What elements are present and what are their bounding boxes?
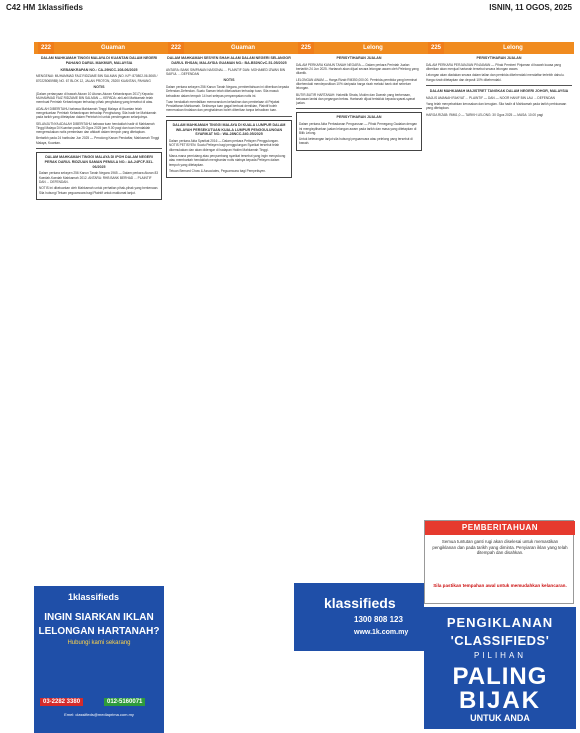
section-bar-guaman-2 (164, 42, 294, 54)
section-name: Lelong (363, 45, 383, 51)
phone-number: 03-2282 3380 (40, 698, 83, 706)
notice-highlight: Sila pastikan tempahan awal untuk memudahkan kelancaran. (433, 583, 567, 588)
section-code: 222 (38, 42, 54, 54)
notice-text: LELONGAN AWAM — Harga Rizab RM350,000.00. Pembida-pembida yang berminat dikehendaki mendepositkan 10% daripada harga rizab melalui bank draf sebelum lelongan. (296, 77, 417, 91)
notice-text: Dalam perkara Akta Perbadanan Pengurusan — Pihak Pemegang Gadaian dengan ini mengisytiharkan jualan lelongan awam pada tarikh dan masa yang ditetapkan di Bilik Lelong. (299, 122, 418, 135)
advert-headline: PENGIKLANAN (446, 615, 554, 630)
section-bar-lelong-1 (294, 42, 424, 54)
notice-title: DALAM MAHKAMAH MAJISTRET TANGKAK DALAM NEGERI JOHOR, MALAYSIA (429, 88, 569, 93)
notice-text: NOTIS ini dikeluarkan oleh Mahkamah untuk perhatian pihak-pihak yang berkenaan. Sila hubungi Tetuan peguamcara bagi Plaintif untuk maklumat lanjut. (39, 186, 159, 195)
notice-text: HARGA RIZAB: RM61,0 — TARIKH LELONG: 30 Ogos 2025 — MASA: 10.00 pagi (426, 112, 543, 117)
whatsapp-number: 012-5160071 (104, 698, 145, 706)
notice-case-number: KEBANKRAPAN NO.: CA-29NCC-108-06/2025 (60, 67, 138, 72)
advert-pengiklanan-classifieds[interactable] (424, 607, 576, 729)
notice-heading: NOTIS (223, 78, 235, 83)
advert-headline: INGIN SIARKAN IKLAN (44, 612, 154, 623)
advert-subline: Hubungi kami sekarang (67, 640, 131, 646)
notice-text: Semua tuntutan ganti rugi akan diselesai untuk memastikan pengiklanan dan pada tarikh yang diminta. Penyiaran iklan yang telah ditempah dan disahkan. (432, 539, 568, 556)
advert-klassifieds[interactable] (294, 583, 424, 651)
contact-email: Emel: classifieds@mediaprima.com.my (64, 712, 134, 717)
section-name: Lelong (503, 45, 523, 51)
phone-number: 1300 808 123 (354, 615, 403, 624)
section-code: 225 (298, 42, 314, 54)
website-link: www.1k.com.my (354, 629, 409, 636)
notice-text: (Dalam pertanyaan di bawah Aturan 10 Aturan-Aturan Kebankrapan 2017) Kepada: MUHAMMAD FAIZ RIDZAME BIN SALMAN — KEPADA: ahli-ahli Mahkamah telah membuat Perintah Kebankrapan terhadap pihak penghutang yang tersebut di atas. (36, 91, 154, 105)
notice-text: ADALAH DIBERITAHU bahawa Mahkamah Tinggi Malaya di Kuantan telah mengeluarkan Perintah Kebankrapan terhadap Penghutang. Sila hadir ke Mahkamah pada tarikh yang ditetapkan dalam Perintah ini untuk pendengaran selanjutnya. (36, 106, 157, 120)
notice-text: Tetuan Bernard Chow & Associates, Peguamcara bagi Pempetisyen. (169, 168, 266, 173)
notice-title: PERISYTIHARAN JUALAN (336, 115, 382, 120)
notice-text: Lelongan akan diadakan secara dalam talian dan pembida dikehendaki mendaftar terlebih dahulu. Harga rizab ditetapkan dan deposit 10% dikehendaki. (426, 73, 565, 82)
page-header (0, 0, 580, 40)
notice-title: DALAM MAHKAMAH TINGGI MALAYA DI IPOH DALAM NEGERI PERAK DARUL RIDZUAN SAMAN PEMULA NO.: AA-24FCF-531-06/2025 (44, 155, 154, 169)
notice-box (36, 152, 162, 200)
section-code: 222 (168, 42, 184, 54)
advert-headline: UNTUK ANDA (470, 713, 530, 723)
brand-logo: klassifieds (324, 595, 396, 611)
column-guaman-2 (166, 56, 292, 726)
divider (426, 85, 572, 86)
brand-logo: 1klassifieds (68, 592, 120, 602)
divider (36, 148, 162, 149)
section-bar-lelong-2 (424, 42, 574, 54)
notice-heading: NOTIS (93, 84, 105, 89)
notice-text: Dalam perkara Akta Syarikat 2016 — Dalam perkara Petisyen Penggulungan. NOTIS PETISYEN: Suatu Petisyen bagi penggulungan Syarikat tersebut telah dikemukakan dan akan didengar di hadapan Hakim Mahkamah Tinggi. (169, 139, 280, 152)
notice-pemberitahuan (424, 520, 574, 604)
section-code: 225 (428, 42, 444, 54)
notice-text: Tuan hendaklah memfailkan memorandum kehadiran dan pembelaan di Pejabat Pendaftaran Mahkamah. Sekiranya tuan gagal berbuat demikian, Plaintif boleh meneruskan tindakan dan penghakiman boleh diberikan tanpa kehadiran tuan. (166, 99, 280, 113)
advert-lelongan-hartanah[interactable] (34, 586, 164, 733)
notice-box (166, 120, 292, 178)
notice-box (296, 112, 422, 150)
notice-text: BUTIR-BUTIR HARTANAH: Hakmilik Strata, Mukim dan Daerah yang berkenaan, keluasan lantai dan pegangan bebas. Hartanah dijual tertakluk kepada syarat-syarat jualan. (296, 92, 415, 106)
notice-text: Dalam perkara seksyen 256 Kanun Tanah Negara 1965 — Dalam perkara Aturan 83 Kaedah-Kaedah Mahkamah 2012. ANTARA: RHB BANK BERHAD ... PLAINTIF DAN ... DEFENDAN. (39, 171, 159, 185)
page-date: ISNIN, 11 OGOS, 2025 (489, 3, 572, 12)
section-bar-guaman-1 (34, 42, 164, 54)
notice-text: DALAM PERKARA PERJANJIAN PINJAMAN — Pihak Pemberi Pinjaman di bawah kuasa yang diberikan akan menjual hartanah tersebut secara lelongan awam. (426, 62, 561, 72)
notice-text: Mana-mana pemiutang atau penyumbang syarikat tersebut yang ingin menyokong atau membantah hendaklah menghantar notis niatnya kepada Petisyen dalam tempoh yang ditetapkan. (169, 154, 286, 167)
advert-headline: 'CLASSIFIEDS' (450, 633, 550, 648)
section-bars (0, 42, 580, 54)
column-lelong-2 (426, 56, 572, 516)
notice-text: MENGENAI: MUHAMMAD FAIZ RIDZAME BIN SALMAN (NO. K/P: 870802-06-5065 / 870225065985) NO. 67 BLOK 12, JALAN PROTON, 25200 KUANTAN, PAHANG (36, 74, 158, 83)
notice-text: Yang telah menyebabkan kerosakan dan kerugian. Sila hadir di Mahkamah pada tarikh perbicaraan yang ditetapkan. (426, 102, 567, 111)
notice-text: SELANJUTNYA ADALAH DIBERITAHU bahawa tuan hendaklah hadir di Mahkamah Tinggi Malaya Di Kuantan pada 25 Ogos 2025 jam 9.00 pagi dan tuan hendaklah mengemukakan notis pembelaan dan afidavit dalam tempoh yang ditetapkan. (36, 121, 155, 135)
section-name: Guaman (230, 45, 255, 51)
page-number-title: C42 HM 1klassifieds (6, 3, 83, 12)
divider (166, 116, 292, 117)
section-name: Guaman (100, 45, 125, 51)
notice-text: ANTARA: BANK SIMPANAN NASIONAL ... PLAINTIF DAN: MOHAMED IZWAN BIN SAIFUL ... DEFENDAN (166, 67, 286, 76)
notice-text: DALAM PERKARA KANUN TANAH NEGARA — Dalam perkara Perintah Jualan bertarikh 24 Jun 2025. Hartanah akan dijual secara lelongan awam oleh Pelelong yang dilantik. (296, 62, 419, 76)
notice-title: DALAM MAHKAMAH SESYEN SHAH ALAM DALAM NEGERI SELANGOR DARUL EHSAN, MALAYSIA GUAMAN NO.: BA-B52NCvC-51-05/2025 (167, 56, 291, 65)
notice-text: Bertarikh pada 24 haribulan Jun 2025 — Penolong Kanan Pendaftar, Mahkamah Tinggi Malaya, Kuantan. (36, 136, 160, 145)
column-lelong-1 (296, 56, 422, 580)
notice-title: DALAM MAHKAMAH TINGGI MALAYA DI KUANTAN DALAM NEGERI PAHANG DARUL MAKMUR, MALAYSIA (40, 56, 158, 65)
advert-headline: PILIHAN (473, 651, 527, 660)
notice-title: PERISYTIHARAN JUALAN (476, 56, 522, 60)
notice-title: DALAM MAHKAMAH TINGGI MALAYA DI KUALA LUMPUR DALAM WILAYAH PERSEKUTUAN KUALA LUMPUR PENGGULUNGAN SYARIKAT NO.: WA-28NCC-340-05/2025 (172, 122, 286, 137)
notice-text: Untuk keterangan lanjut sila hubungi peguamcara atau pelelong yang tersebut di bawah. (299, 137, 413, 146)
advert-headline: BIJAK (458, 687, 541, 714)
advert-headline: PALING (452, 663, 548, 690)
notice-heading: PEMBERITAHUAN (425, 521, 575, 535)
notice-text: MAJLIS AMANAH RAKYAT ... PLAINTIF — DAN — NOOR HANIF BIN LAU ... DEFENDAN (426, 95, 555, 100)
advert-headline: LELONGAN HARTANAH? (38, 626, 160, 637)
divider (296, 108, 422, 109)
notice-text: Dalam perkara seksyen 256 Kanun Tanah Negara, pemberitahuan ini diberikan kepada Defendan-Defendan. Suatu Saman telah dikeluarkan terhadap tuan. Sila masuk kehadiran dalam tempoh 14 hari selepas penyampaian notis ini. (166, 84, 289, 98)
column-guaman-1 (36, 56, 162, 582)
notice-title: PERISYTIHARAN JUALAN (336, 56, 382, 60)
